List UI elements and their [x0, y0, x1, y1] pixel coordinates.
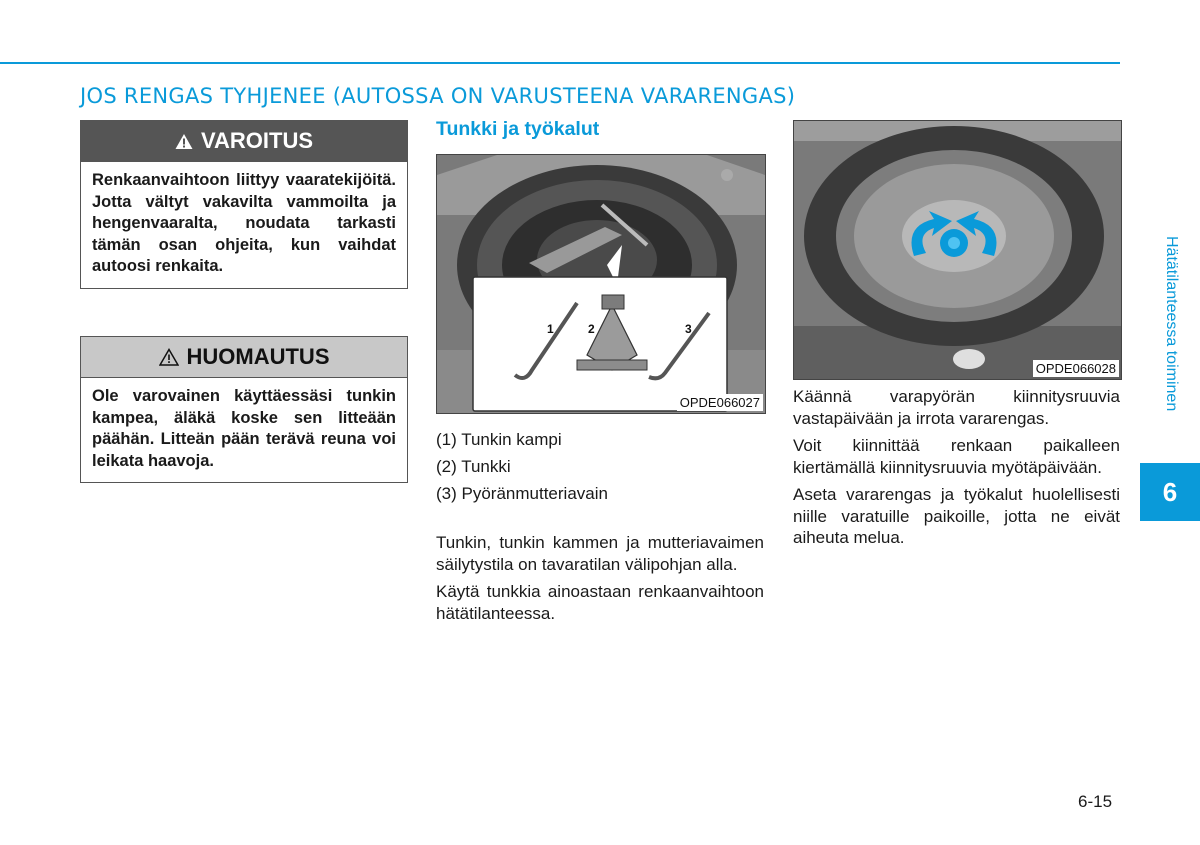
page-number: 6-15 [1078, 792, 1113, 811]
callout-1: 1 [547, 322, 554, 336]
section-title: JOS RENGAS TYHJENEE (AUTOSSA ON VARUSTEENA VARARENGAS) [80, 84, 796, 108]
spare-paragraphs [793, 386, 1120, 555]
warning-box [80, 120, 408, 289]
jack-paragraphs [436, 532, 764, 630]
list-item: (1) Tunkin kampi [436, 430, 562, 449]
paragraph: Voit kiinnittää renkaan paikalleen kiertämällä kiinnitysruuvia myötäpäivään. [793, 436, 1120, 477]
caution-header [81, 337, 407, 378]
list-item: (3) Pyöränmutteriavain [436, 484, 608, 503]
chapter-side-label: Hätätilanteessa toiminen [1163, 236, 1180, 412]
list-item: (2) Tunkki [436, 457, 511, 476]
warning-header [81, 121, 407, 162]
top-rule [0, 62, 1120, 64]
callout-2: 2 [588, 322, 595, 336]
trunk-tools-photo [436, 154, 766, 414]
callout-3: 3 [685, 322, 692, 336]
warning-triangle-icon [175, 133, 193, 150]
caution-text: Ole varovainen käyttäessäsi tunkin kampea, äläkä koske sen litteään päähän. Litteän pään terävä reuna voi leikata haavoja. [92, 387, 396, 470]
image-code: OPDE066027 [677, 394, 763, 411]
warning-title: VAROITUS [200, 128, 314, 153]
chapter-number-tab: 6 [1140, 463, 1200, 521]
spare-wheel-photo [793, 120, 1122, 380]
caution-box [80, 336, 408, 483]
trunk-tools-illustration [437, 155, 765, 413]
spare-wheel-illustration [794, 121, 1121, 379]
paragraph: Tunkin, tunkin kammen ja mutteriavaimen säilytystila on tavaratilan välipohjan alla. [436, 533, 764, 574]
caution-title: HUOMAUTUS [186, 344, 330, 369]
warning-text: Renkaanvaihtoon liittyy vaaratekijöitä. Jotta vältyt vakavilta vammoilta ja hengenvaaralta, noudata tarkasti tämän osan ohjeita, kun vaihdat autoosi renkaita. [92, 171, 396, 275]
paragraph: Käännä varapyörän kiinnitysruuvia vastapäivään ja irrota vararengas. [793, 387, 1120, 428]
tools-list [436, 426, 766, 507]
caution-triangle-icon [159, 348, 179, 366]
image-code: OPDE066028 [1033, 360, 1119, 377]
paragraph: Käytä tunkkia ainoastaan renkaanvaihtoon hätätilanteessa. [436, 582, 764, 623]
paragraph: Aseta vararengas ja työkalut huolellisesti niille varatuille paikoille, jotta ne eivät aiheuta melua. [793, 485, 1120, 547]
jack-tools-heading: Tunkki ja työkalut [436, 118, 600, 140]
